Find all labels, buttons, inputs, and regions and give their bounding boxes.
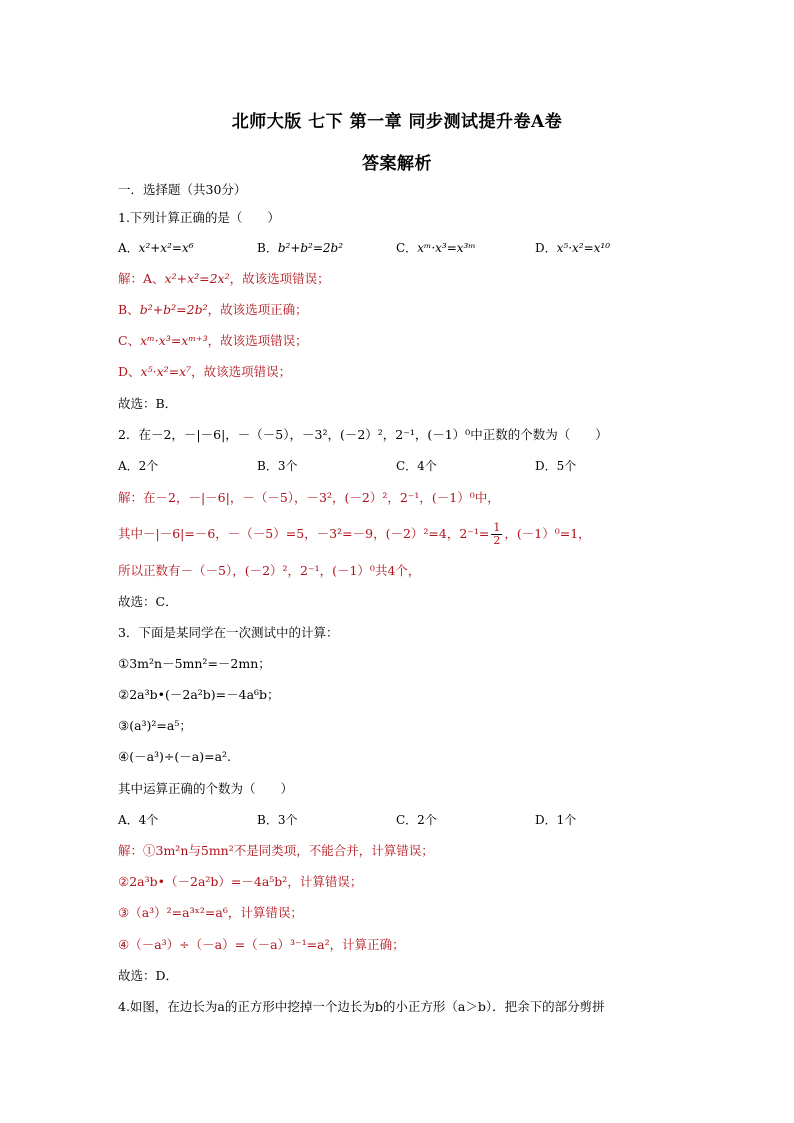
- q2-solution-line-3: 所以正数有－（－5），(－2）²，2⁻¹，(－1）⁰共4个，: [118, 563, 421, 578]
- q1-option-c: C．xᵐ·x³=x³ᵐ: [396, 241, 476, 255]
- q3-item-3: ③(a³)²=a⁵；: [118, 718, 192, 733]
- q1-solution-line-3: C、xᵐ·x³=xᵐ⁺³，故该选项错误；: [118, 333, 308, 348]
- q4-stem: 4.如图，在边长为a的正方形中挖掉一个边长为b的小正方形（a＞b）．把余下的部分剪拼: [118, 999, 605, 1014]
- q3-option-c: C．2个: [396, 813, 437, 827]
- page-subtitle: 答案解析: [362, 154, 432, 174]
- q2-option-c: C．4个: [396, 459, 437, 473]
- q1-solution-line-2: B、b²+b²=2b²，故该选项正确；: [118, 302, 308, 317]
- q2-stem: 2．在－2，－|－6|，－（－5），－3²，(－2）²，2⁻¹，(－1）⁰中正数的个数为（ ）: [118, 427, 608, 442]
- q3-solution-line-1: 解：①3m²n与5mn²不是同类项，不能合并，计算错误；: [118, 843, 434, 858]
- page-title: 北师大版 七下 第一章 同步测试提升卷A卷: [231, 112, 563, 132]
- q2-solution-line-1: 解：在－2，－|－6|，－（－5），－3²，(－2）²，2⁻¹，(－1）⁰中，: [118, 490, 500, 505]
- q2-option-a: A．2个: [118, 459, 159, 473]
- q2-answer: 故选：C．: [118, 594, 178, 609]
- section-heading: 一．选择题（共30分）: [118, 182, 247, 197]
- q1-stem: 1.下列计算正确的是（ ）: [118, 210, 280, 225]
- q1-option-d: D．x⁵·x²=x¹⁰: [535, 241, 611, 255]
- q1-option-b: B．b²+b²=2b²: [257, 241, 344, 255]
- q3-item-1: ①3m²n－5mn²=－2mn；: [118, 656, 271, 671]
- q3-question: 其中运算正确的个数为（ ）: [118, 781, 294, 796]
- q3-solution-line-3: ③（a³）²=a³ˣ²=a⁶，计算错误；: [118, 905, 303, 920]
- q1-solution-line-1: 解：A、x²+x²=2x²，故该选项错误；: [118, 271, 330, 286]
- q3-item-2: ②2a³b•(－2a²b)=－4a⁶b；: [118, 687, 280, 702]
- q2-option-d: D．5个: [535, 459, 577, 473]
- q3-option-d: D．1个: [535, 813, 577, 827]
- q3-solution-line-2: ②2a³b•（－2a²b）=－4a⁵b²，计算错误；: [118, 874, 363, 889]
- fraction-one-half: $\frac{1}{2}$: [493, 521, 501, 547]
- q2-solution-line-2: 其中－|－6|=－6，－（－5）=5，－3²=－9，(－2）²=4，2⁻¹= $\frac{1}{2}$ ，(－1）⁰=1，: [118, 521, 591, 547]
- q3-option-b: B．3个: [257, 813, 298, 827]
- q3-stem: 3．下面是某同学在一次测试中的计算：: [118, 625, 339, 640]
- q3-answer: 故选：D．: [118, 968, 179, 983]
- q2-option-b: B．3个: [257, 459, 298, 473]
- q1-solution-line-4: D、x⁵·x²=x⁷，故该选项错误；: [118, 364, 292, 379]
- q1-answer: 故选：B．: [118, 396, 178, 411]
- q3-option-a: A．4个: [118, 813, 159, 827]
- q3-solution-line-4: ④（－a³）÷（－a）=（－a）³⁻¹=a²，计算正确；: [118, 937, 405, 952]
- q1-option-a: A．x²+x²=x⁶: [118, 241, 194, 255]
- q3-item-4: ④(－a³)÷(－a)=a².: [118, 749, 232, 764]
